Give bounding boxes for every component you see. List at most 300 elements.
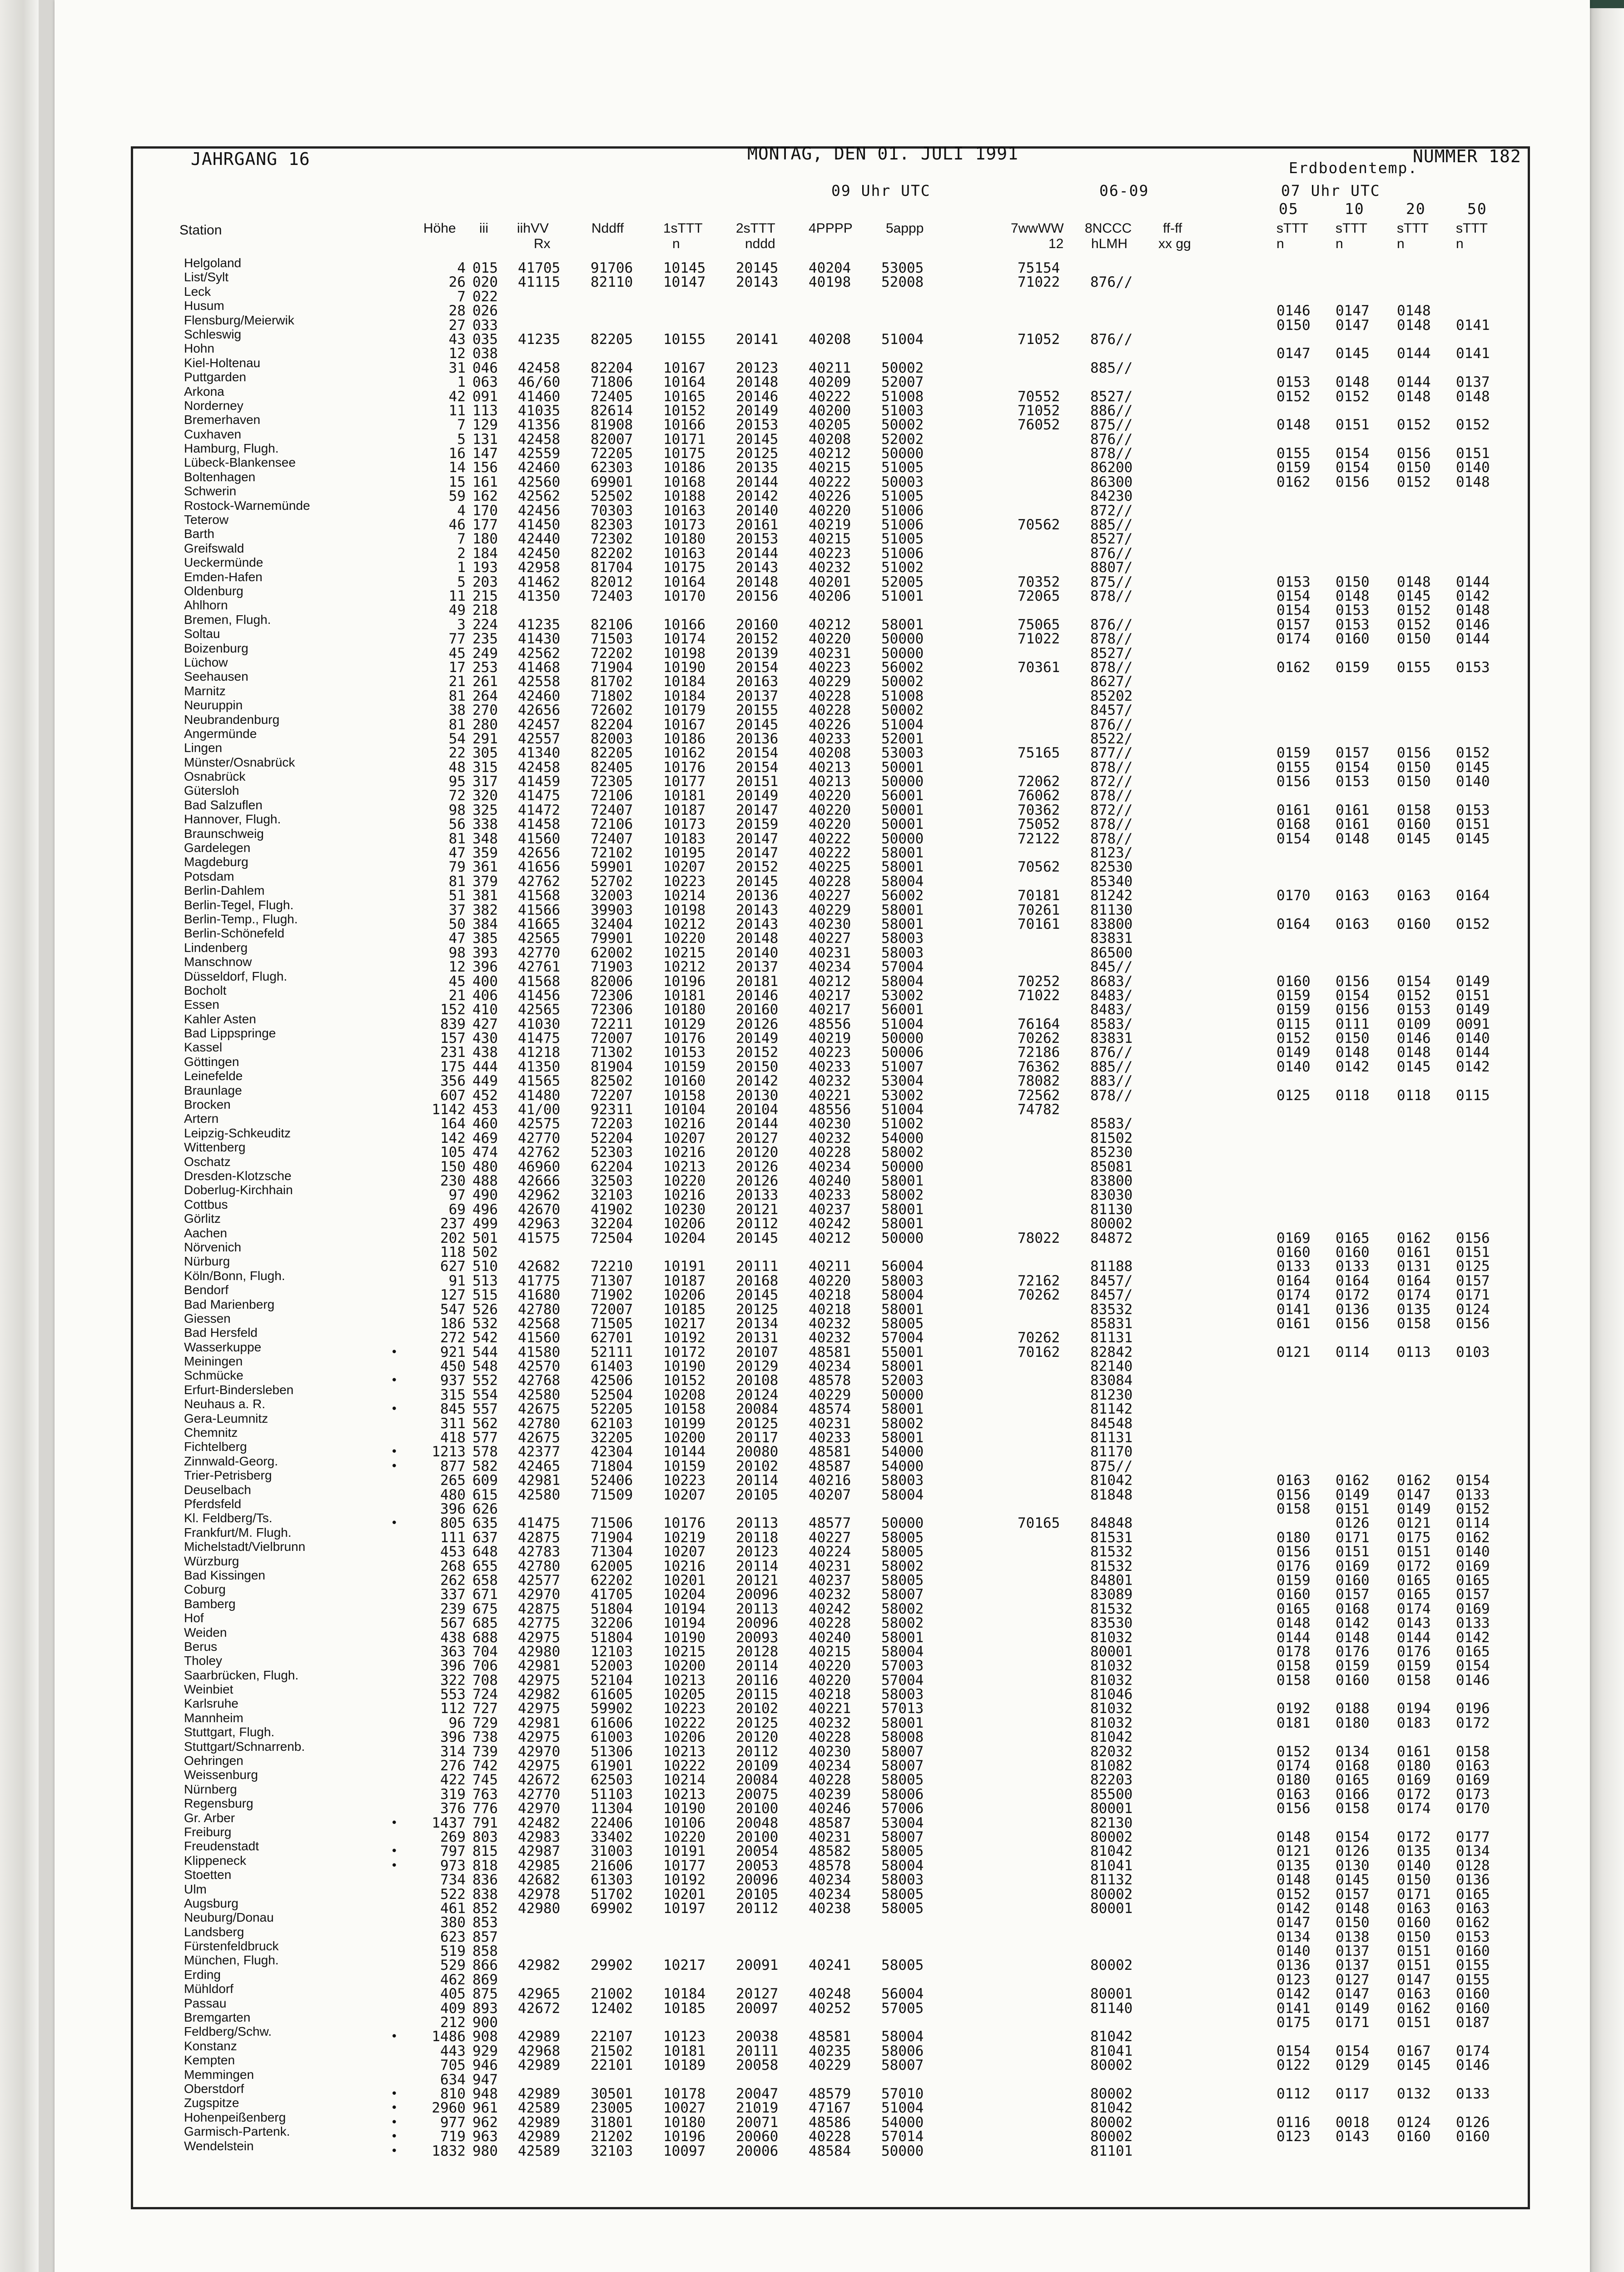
cell-iihvv: 42450 <box>518 545 561 562</box>
cell-8nccc: 80002 <box>1090 1829 1133 1845</box>
cell-sttt-05: 0160 <box>1276 1244 1311 1261</box>
cell-5appp: 50000 <box>881 2142 924 2159</box>
cell-station: Gardelegen <box>184 841 251 855</box>
cell-nddff: 71903 <box>591 959 633 976</box>
cell-station: Cottbus <box>184 1197 228 1211</box>
cell-iii: 474 <box>472 1144 498 1161</box>
time-07utc: 07 Uhr UTC <box>1281 182 1381 199</box>
cell-iii: 727 <box>472 1700 498 1717</box>
cell-hoehe: 28 <box>448 303 466 319</box>
cell-4pppp: 40231 <box>809 1829 851 1845</box>
cell-2sttt: 20107 <box>736 1344 779 1360</box>
cell-1sttt: 10164 <box>663 573 706 590</box>
cell-1sttt: 10208 <box>663 1386 706 1403</box>
cell-hoehe: 81 <box>448 873 466 890</box>
cell-sttt-10: 0171 <box>1336 1529 1370 1546</box>
cell-hoehe: 4 <box>457 260 466 276</box>
cell-nddff: 32205 <box>591 1430 633 1446</box>
cell-sttt-05: 0123 <box>1276 1971 1311 1988</box>
cell-5appp: 55001 <box>881 1344 924 1360</box>
cell-8nccc: 8457/ <box>1090 1272 1133 1289</box>
cell-8nccc: 81132 <box>1090 1872 1133 1888</box>
cell-iii: 430 <box>472 1030 498 1047</box>
cell-4pppp: 48556 <box>809 1016 851 1032</box>
table-row <box>55 1197 1590 1218</box>
cell-1sttt: 10180 <box>663 2114 706 2131</box>
cell-sttt-10: 0160 <box>1336 1672 1370 1689</box>
cell-4pppp: 40205 <box>809 417 851 433</box>
cell-4pppp: 40229 <box>809 673 851 690</box>
cell-4pppp: 40228 <box>809 873 851 890</box>
cell-hoehe: 529 <box>440 1957 466 1974</box>
cell-5appp: 51006 <box>881 502 924 519</box>
cell-iii: 453 <box>472 1101 498 1118</box>
cell-station: Flensburg/Meierwik <box>184 313 294 327</box>
cell-iii: 215 <box>472 588 498 604</box>
cell-nddff: 82405 <box>591 759 633 776</box>
cell-2sttt: 20102 <box>736 1458 779 1475</box>
cell-hoehe: 81 <box>448 716 466 733</box>
cell-iii: 803 <box>472 1829 498 1845</box>
cell-hoehe: 98 <box>448 944 466 961</box>
cell-2sttt: 20108 <box>736 1372 779 1389</box>
cell-iihvv: 42682 <box>518 1258 561 1275</box>
cell-station: Berus <box>184 1639 218 1654</box>
cell-2sttt: 20048 <box>736 1814 779 1831</box>
cell-8nccc: 83532 <box>1090 1301 1133 1318</box>
cell-2sttt: 20144 <box>736 1116 779 1132</box>
cell-nddff: 51306 <box>591 1743 633 1760</box>
cell-8nccc: 81532 <box>1090 1600 1133 1617</box>
cell-5appp: 50000 <box>881 1386 924 1403</box>
cell-hoehe: 5 <box>457 573 466 590</box>
table-row <box>55 1682 1590 1703</box>
cell-sttt-05: 0121 <box>1276 1344 1311 1360</box>
cell-5appp: 54000 <box>881 2114 924 2131</box>
cell-8nccc: 878// <box>1090 588 1133 604</box>
cell-iihvv: 42458 <box>518 359 561 376</box>
cell-iihvv: 42666 <box>518 1173 561 1189</box>
cell-5appp: 51002 <box>881 1116 924 1132</box>
cell-sttt-05: 0154 <box>1276 830 1311 847</box>
cell-sttt-50: 0163 <box>1456 1900 1490 1917</box>
cell-2sttt: 20097 <box>736 2000 779 2017</box>
cell-8nccc: 85230 <box>1090 1144 1133 1161</box>
cell-iii: 542 <box>472 1330 498 1346</box>
cell-iii: 962 <box>472 2114 498 2131</box>
cell-4pppp: 40212 <box>809 973 851 990</box>
cell-iihvv: 42989 <box>518 2114 561 2131</box>
cell-sttt-10: 0148 <box>1336 1044 1370 1061</box>
cell-nddff: 21606 <box>591 1857 633 1874</box>
table-row <box>55 413 1590 433</box>
cell-hoehe: 56 <box>448 816 466 833</box>
cell-4pppp: 40234 <box>809 1358 851 1375</box>
cell-4pppp: 40220 <box>809 1672 851 1689</box>
cell-iii: 578 <box>472 1444 498 1460</box>
cell-2sttt: 20168 <box>736 1272 779 1289</box>
cell-7wwww: 70562 <box>1018 859 1060 876</box>
cell-2sttt: 20125 <box>736 445 779 462</box>
cell-iihvv: 42560 <box>518 473 561 490</box>
cell-iihvv: 42780 <box>518 1415 561 1432</box>
cell-hoehe: 262 <box>440 1572 466 1589</box>
cell-5appp: 58003 <box>881 1272 924 1289</box>
cell-7wwww: 72065 <box>1018 588 1060 604</box>
cell-nddff: 82202 <box>591 545 633 562</box>
cell-iii: 488 <box>472 1173 498 1189</box>
cell-nddff: 61403 <box>591 1358 633 1375</box>
cell-sttt-50: 0148 <box>1456 388 1490 405</box>
cell-sttt-50: 0146 <box>1456 2057 1490 2074</box>
cell-iihvv: 41450 <box>518 517 561 533</box>
cell-nddff: 52205 <box>591 1401 633 1418</box>
cell-iii: 161 <box>472 473 498 490</box>
cell-sttt-10: 0138 <box>1336 1928 1370 1945</box>
cell-iii: 177 <box>472 517 498 533</box>
cell-5appp: 58005 <box>881 1772 924 1789</box>
cell-4pppp: 40226 <box>809 488 851 505</box>
cell-1sttt: 10216 <box>663 1558 706 1574</box>
cell-7wwww: 76062 <box>1018 787 1060 804</box>
cell-iii: 893 <box>472 2000 498 2017</box>
cell-1sttt: 10174 <box>663 631 706 648</box>
cell-iii: 193 <box>472 559 498 576</box>
cell-iii: 708 <box>472 1672 498 1689</box>
cell-iii: 510 <box>472 1258 498 1275</box>
cell-2sttt: 20147 <box>736 845 779 862</box>
cell-iihvv: 42460 <box>518 459 561 476</box>
cell-nddff: 62005 <box>591 1558 633 1574</box>
cell-1sttt: 10163 <box>663 502 706 519</box>
cell-iihvv: 42989 <box>518 2086 561 2102</box>
cell-station: Braunschweig <box>184 826 264 841</box>
cell-iihvv: 42672 <box>518 1772 561 1789</box>
cell-hoehe: 839 <box>440 1016 466 1032</box>
cell-sttt-50: 0134 <box>1456 1843 1490 1860</box>
cell-sttt-20: 0163 <box>1397 887 1431 904</box>
cell-8nccc: 81242 <box>1090 887 1133 904</box>
cell-sttt-10: 0156 <box>1336 973 1370 990</box>
table-row <box>55 1126 1590 1146</box>
cell-station: Leck <box>184 284 211 299</box>
cell-iihvv: 41468 <box>518 659 561 676</box>
cell-nddff: 52504 <box>591 1386 633 1403</box>
cell-7wwww: 70361 <box>1018 659 1060 676</box>
cell-nddff: 71804 <box>591 1458 633 1475</box>
cell-hoehe: 47 <box>448 845 466 862</box>
cell-nddff: 61606 <box>591 1714 633 1731</box>
cell-4pppp: 40242 <box>809 1600 851 1617</box>
cell-hoehe: 1832 <box>432 2142 466 2159</box>
cell-iihvv: 42975 <box>518 1758 561 1774</box>
cell-iihvv: 42458 <box>518 759 561 776</box>
cell-sttt-50: 0160 <box>1456 2128 1490 2145</box>
cell-4pppp: 40231 <box>809 1558 851 1574</box>
cell-sttt-10: 0143 <box>1336 2128 1370 2145</box>
cell-sttt-10: 0163 <box>1336 916 1370 932</box>
cell-2sttt: 20096 <box>736 1872 779 1888</box>
col-7wwww: 7wwWW <box>1011 221 1064 236</box>
cell-iihvv: 42562 <box>518 645 561 662</box>
table-row <box>55 569 1590 590</box>
table-row <box>55 1953 1590 1974</box>
cell-sttt-20: 0152 <box>1397 616 1431 633</box>
cell-5appp: 58001 <box>881 1629 924 1646</box>
cell-sttt-05: 0148 <box>1276 417 1311 433</box>
cell-1sttt: 10230 <box>663 1201 706 1218</box>
cell-station: Gütersloh <box>184 783 239 798</box>
cell-sttt-20: 0174 <box>1397 1800 1431 1817</box>
cell-iii: 315 <box>472 759 498 776</box>
cell-sttt-05: 0121 <box>1276 1843 1311 1860</box>
cell-4pppp: 40233 <box>809 730 851 747</box>
cell-2sttt: 20118 <box>736 1529 779 1546</box>
cell-5appp: 58002 <box>881 1144 924 1161</box>
table-row <box>55 655 1590 676</box>
cell-5appp: 58005 <box>881 1843 924 1860</box>
cell-iii: 026 <box>472 303 498 319</box>
cell-hoehe: 1 <box>457 374 466 391</box>
cell-5appp: 58003 <box>881 944 924 961</box>
cell-iihvv: 41/00 <box>518 1101 561 1118</box>
cell-sttt-20: 0151 <box>1397 1943 1431 1960</box>
cell-4pppp: 40207 <box>809 1486 851 1503</box>
cell-sttt-20: 0171 <box>1397 1886 1431 1903</box>
cell-4pppp: 40237 <box>809 1201 851 1218</box>
cell-station: Bamberg <box>184 1596 236 1611</box>
cell-8nccc: 80001 <box>1090 1986 1133 2003</box>
cell-7wwww: 70362 <box>1018 802 1060 818</box>
cell-5appp: 56002 <box>881 887 924 904</box>
cell-iii: 499 <box>472 1216 498 1232</box>
cell-nddff: 52702 <box>591 873 633 890</box>
cell-5appp: 58007 <box>881 1829 924 1845</box>
cell-sttt-05: 0156 <box>1276 1800 1311 1817</box>
cell-8nccc: 80002 <box>1090 2128 1133 2145</box>
cell-5appp: 58003 <box>881 1872 924 1888</box>
cell-sttt-20: 0151 <box>1397 2014 1431 2031</box>
cell-1sttt: 10176 <box>663 1030 706 1047</box>
cell-nddff: 12402 <box>591 2000 633 2017</box>
cell-iii: 022 <box>472 288 498 305</box>
cell-5appp: 50001 <box>881 816 924 833</box>
cell-8nccc: 85081 <box>1090 1158 1133 1175</box>
cell-sttt-50: 0169 <box>1456 1772 1490 1789</box>
cell-7wwww: 75154 <box>1018 260 1060 276</box>
cell-4pppp: 40219 <box>809 1030 851 1047</box>
cell-4pppp: 40246 <box>809 1800 851 1817</box>
cell-iii: 875 <box>472 1986 498 2003</box>
table-row <box>55 926 1590 947</box>
cell-sttt-05: 0159 <box>1276 459 1311 476</box>
col-2sttt-sub: nddd <box>745 236 775 251</box>
cell-5appp: 51004 <box>881 2100 924 2117</box>
cell-hoehe: 202 <box>440 1230 466 1246</box>
table-row <box>55 940 1590 961</box>
cell-5appp: 58005 <box>881 1900 924 1917</box>
cell-2sttt: 20111 <box>736 1258 779 1275</box>
cell-sttt-10: 0154 <box>1336 459 1370 476</box>
cell-nddff: 82614 <box>591 402 633 419</box>
cell-8nccc: 876// <box>1090 616 1133 633</box>
cell-sttt-05: 0159 <box>1276 1572 1311 1589</box>
table-row <box>55 769 1590 790</box>
col-iihvv: iihVV <box>517 221 549 236</box>
cell-iihvv: 41235 <box>518 331 561 348</box>
cell-1sttt: 10191 <box>663 1258 706 1275</box>
cell-8nccc: 85202 <box>1090 688 1133 704</box>
cell-sttt-20: 0161 <box>1397 1743 1431 1760</box>
cell-4pppp: 48556 <box>809 1101 851 1118</box>
cell-5appp: 58004 <box>881 1287 924 1304</box>
cell-2sttt: 20131 <box>736 1330 779 1346</box>
cell-sttt-05: 0174 <box>1276 631 1311 648</box>
cell-5appp: 58002 <box>881 1615 924 1632</box>
cell-sttt-10: 0142 <box>1336 1615 1370 1632</box>
cell-hoehe: 519 <box>440 1943 466 1960</box>
cell-iii: 836 <box>472 1872 498 1888</box>
cell-2sttt: 20114 <box>736 1472 779 1489</box>
cell-sttt-05: 0141 <box>1276 1301 1311 1318</box>
cell-sttt-10: 0161 <box>1336 816 1370 833</box>
cell-sttt-10: 0147 <box>1336 317 1370 334</box>
cell-2sttt: 20152 <box>736 631 779 648</box>
cell-station: Wittenberg <box>184 1140 246 1155</box>
cell-4pppp: 40227 <box>809 1529 851 1546</box>
table-row <box>55 1668 1590 1689</box>
cell-2sttt: 20121 <box>736 1572 779 1589</box>
cell-station: Dresden-Klotzsche <box>184 1169 292 1183</box>
cell-sttt-10: 0133 <box>1336 1258 1370 1275</box>
cell-sttt-05: 0164 <box>1276 916 1311 932</box>
cell-sttt-50: 0165 <box>1456 1572 1490 1589</box>
cell-5appp: 50002 <box>881 417 924 433</box>
cell-iihvv: 42565 <box>518 930 561 947</box>
table-row <box>55 1839 1590 1860</box>
cell-sttt-05: 0136 <box>1276 1957 1311 1974</box>
cell-sttt-10: 0126 <box>1336 1515 1370 1532</box>
cell-iihvv: 42440 <box>518 531 561 548</box>
cell-iihvv: 42457 <box>518 716 561 733</box>
cell-nddff: 81702 <box>591 673 633 690</box>
table-row <box>55 1739 1590 1760</box>
cell-iii: 382 <box>472 902 498 918</box>
cell-sttt-20: 0147 <box>1397 1971 1431 1988</box>
cell-station: Emden-Hafen <box>184 569 263 584</box>
cell-station: Stoetten <box>184 1868 232 1882</box>
cell-iihvv: 42559 <box>518 445 561 462</box>
cell-iii: 818 <box>472 1857 498 1874</box>
cell-1sttt: 10123 <box>663 2028 706 2045</box>
cell-station: Nürburg <box>184 1254 230 1269</box>
cell-sttt-05: 0134 <box>1276 1928 1311 1945</box>
cell-8nccc: 80002 <box>1090 2114 1133 2131</box>
col-sttt-10-sub: n <box>1336 236 1343 251</box>
cell-4pppp: 40242 <box>809 1216 851 1232</box>
cell-hoehe: 977 <box>440 2114 466 2131</box>
cell-8nccc: 872// <box>1090 773 1133 790</box>
cell-nddff: 81908 <box>591 417 633 433</box>
cell-8nccc: 8527/ <box>1090 388 1133 405</box>
col-sttt-20: sTTT <box>1397 221 1429 236</box>
cell-hoehe: 810 <box>440 2086 466 2102</box>
cell-sttt-50: 0149 <box>1456 973 1490 990</box>
cell-iii: 410 <box>472 1001 498 1018</box>
cell-5appp: 51005 <box>881 531 924 548</box>
cell-iii: 235 <box>472 631 498 648</box>
cell-iii: 113 <box>472 402 498 419</box>
cell-4pppp: 40227 <box>809 887 851 904</box>
cell-hoehe: 164 <box>440 1116 466 1132</box>
cell-8nccc: 81848 <box>1090 1486 1133 1503</box>
cell-iii: 562 <box>472 1415 498 1432</box>
cell-nddff: 30501 <box>591 2086 633 2102</box>
cell-8nccc: 872// <box>1090 802 1133 818</box>
cell-7wwww: 70165 <box>1018 1515 1060 1532</box>
cell-station: Meiningen <box>184 1354 243 1369</box>
cell-iihvv: 42780 <box>518 1558 561 1574</box>
cell-4pppp: 40208 <box>809 745 851 762</box>
cell-sttt-10: 0150 <box>1336 573 1370 590</box>
cell-iii: 218 <box>472 602 498 619</box>
cell-sttt-10: 0154 <box>1336 759 1370 776</box>
cell-1sttt: 10217 <box>663 1957 706 1974</box>
cell-8nccc: 885// <box>1090 1058 1133 1075</box>
cell-iii: 948 <box>472 2086 498 2102</box>
table-row <box>55 1083 1590 1104</box>
cell-1sttt: 10220 <box>663 1173 706 1189</box>
cell-station: Boltenhagen <box>184 469 256 484</box>
cell-4pppp: 40211 <box>809 359 851 376</box>
cell-iii: 947 <box>472 2071 498 2088</box>
cell-hoehe: 237 <box>440 1216 466 1232</box>
cell-4pppp: 40232 <box>809 1330 851 1346</box>
cell-mountain-mark: • <box>391 1816 398 1830</box>
cell-hoehe: 268 <box>440 1558 466 1574</box>
cell-4pppp: 40220 <box>809 1658 851 1674</box>
cell-station: Braunlage <box>184 1083 242 1097</box>
cell-nddff: 52502 <box>591 488 633 505</box>
col-nddff: Nddff <box>591 221 624 236</box>
cell-1sttt: 10198 <box>663 902 706 918</box>
cell-2sttt: 20054 <box>736 1843 779 1860</box>
cell-hoehe: 22 <box>448 745 466 762</box>
cell-station: Berlin-Dahlem <box>184 883 265 898</box>
cell-4pppp: 40237 <box>809 1572 851 1589</box>
cell-hoehe: 443 <box>440 2043 466 2059</box>
cell-station: Helgoland <box>184 256 242 270</box>
cell-station: Osnabrück <box>184 769 246 784</box>
cell-sttt-10: 0172 <box>1336 1287 1370 1304</box>
cell-4pppp: 40198 <box>809 274 851 291</box>
cell-8nccc: 80002 <box>1090 1886 1133 1903</box>
cell-4pppp: 40213 <box>809 773 851 790</box>
cell-hoehe: 26 <box>448 274 466 291</box>
cell-5appp: 58004 <box>881 1643 924 1660</box>
cell-nddff: 70303 <box>591 502 633 519</box>
cell-sttt-20: 0135 <box>1397 1301 1431 1318</box>
cell-mountain-mark: • <box>391 1374 398 1388</box>
cell-8nccc: 876// <box>1090 1044 1133 1061</box>
cell-8nccc: 81130 <box>1090 902 1133 918</box>
table-row <box>55 270 1590 291</box>
cell-1sttt: 10187 <box>663 1272 706 1289</box>
cell-4pppp: 40221 <box>809 1700 851 1717</box>
cell-8nccc: 81041 <box>1090 2043 1133 2059</box>
cell-hoehe: 91 <box>448 1272 466 1289</box>
table-row <box>55 2053 1590 2074</box>
